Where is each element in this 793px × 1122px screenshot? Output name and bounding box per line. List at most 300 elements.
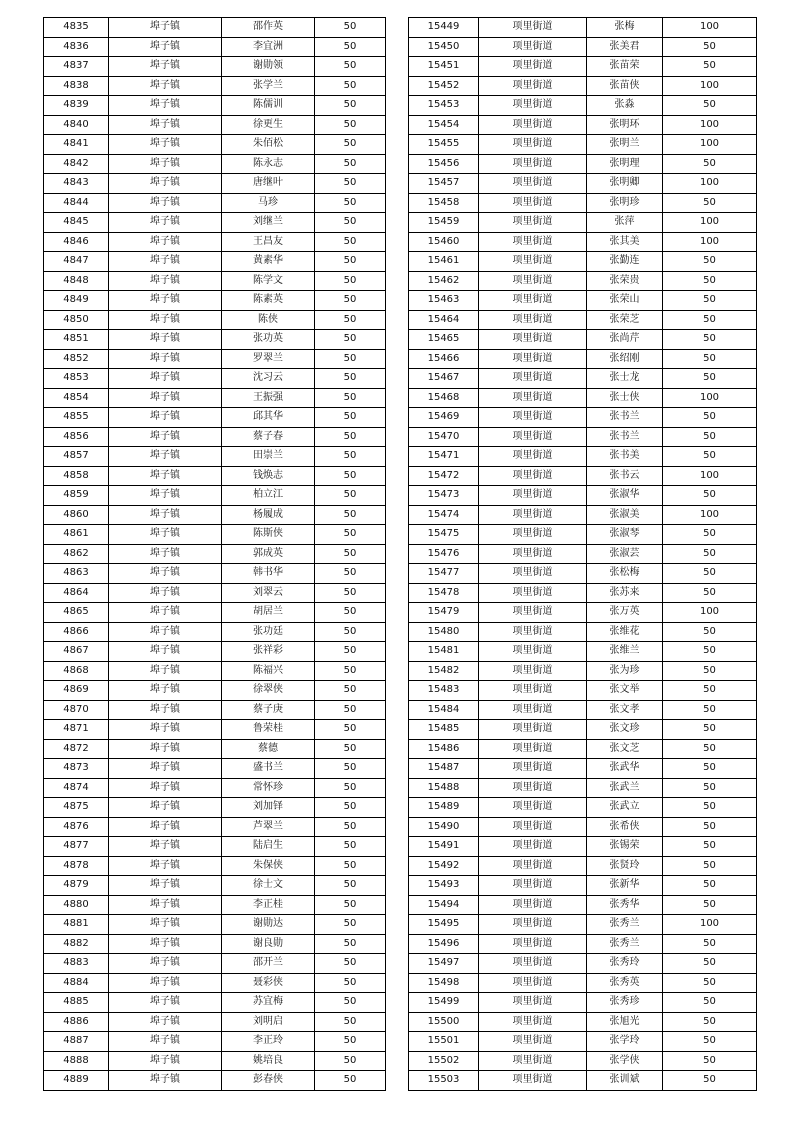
town-cell: 埠子镇 (109, 466, 222, 486)
amount-cell: 50 (315, 876, 386, 896)
serial-number-cell: 4886 (44, 1012, 109, 1032)
amount-cell: 50 (315, 642, 386, 662)
table-row (409, 661, 757, 681)
amount-cell: 50 (315, 856, 386, 876)
serial-number-cell: 4866 (44, 622, 109, 642)
table-row (409, 252, 757, 272)
town-cell: 项里街道 (479, 1071, 587, 1091)
name-cell: 张书云 (587, 466, 663, 486)
amount-cell: 100 (663, 388, 757, 408)
table-row (409, 564, 757, 584)
serial-number-cell: 4844 (44, 193, 109, 213)
amount-cell: 50 (663, 544, 757, 564)
town-cell: 埠子镇 (109, 973, 222, 993)
table-row (409, 96, 757, 116)
town-cell: 埠子镇 (109, 798, 222, 818)
town-cell: 埠子镇 (109, 1012, 222, 1032)
table-row (409, 57, 757, 77)
amount-cell: 50 (663, 993, 757, 1013)
serial-number-cell: 15464 (409, 310, 479, 330)
table-row (409, 759, 757, 779)
amount-cell: 50 (315, 232, 386, 252)
town-cell: 项里街道 (479, 291, 587, 311)
town-cell: 项里街道 (479, 564, 587, 584)
name-cell: 沈习云 (222, 369, 315, 389)
serial-number-cell: 15503 (409, 1071, 479, 1091)
town-cell: 项里街道 (479, 954, 587, 974)
serial-number-cell: 15456 (409, 154, 479, 174)
town-cell: 项里街道 (479, 193, 587, 213)
table-row (409, 1012, 757, 1032)
amount-cell: 50 (315, 622, 386, 642)
town-cell: 项里街道 (479, 466, 587, 486)
amount-cell: 50 (315, 57, 386, 77)
amount-cell: 50 (663, 525, 757, 545)
town-cell: 埠子镇 (109, 642, 222, 662)
name-cell: 张书美 (587, 447, 663, 467)
amount-cell: 50 (315, 37, 386, 57)
town-cell: 项里街道 (479, 876, 587, 896)
amount-cell: 50 (315, 330, 386, 350)
table-row (409, 915, 757, 935)
table-row (44, 661, 386, 681)
amount-cell: 50 (663, 310, 757, 330)
town-cell: 埠子镇 (109, 57, 222, 77)
table-row (44, 739, 386, 759)
name-cell: 邵作英 (222, 18, 315, 38)
name-cell: 张万英 (587, 603, 663, 623)
serial-number-cell: 15490 (409, 817, 479, 837)
table-row (409, 993, 757, 1013)
town-cell: 埠子镇 (109, 759, 222, 779)
table-row (44, 193, 386, 213)
name-cell: 张学玲 (587, 1032, 663, 1052)
amount-cell: 50 (315, 193, 386, 213)
table-row (409, 486, 757, 506)
amount-cell: 50 (315, 408, 386, 428)
name-cell: 谢勋达 (222, 915, 315, 935)
name-cell: 张其美 (587, 232, 663, 252)
town-cell: 项里街道 (479, 895, 587, 915)
name-cell: 邱其华 (222, 408, 315, 428)
town-cell: 埠子镇 (109, 895, 222, 915)
town-cell: 项里街道 (479, 700, 587, 720)
amount-cell: 50 (663, 1032, 757, 1052)
table-row (409, 798, 757, 818)
amount-cell: 50 (663, 271, 757, 291)
serial-number-cell: 15461 (409, 252, 479, 272)
amount-cell: 100 (663, 76, 757, 96)
serial-number-cell: 15474 (409, 505, 479, 525)
town-cell: 埠子镇 (109, 349, 222, 369)
name-cell: 陆启生 (222, 837, 315, 857)
name-cell: 张祥彩 (222, 642, 315, 662)
serial-number-cell: 15485 (409, 720, 479, 740)
serial-number-cell: 15482 (409, 661, 479, 681)
amount-cell: 50 (663, 57, 757, 77)
town-cell: 项里街道 (479, 427, 587, 447)
amount-cell: 50 (663, 252, 757, 272)
table-row (44, 505, 386, 525)
amount-cell: 50 (663, 759, 757, 779)
name-cell: 张绍刚 (587, 349, 663, 369)
name-cell: 张秀英 (587, 973, 663, 993)
amount-cell: 100 (663, 466, 757, 486)
town-cell: 埠子镇 (109, 681, 222, 701)
serial-number-cell: 15460 (409, 232, 479, 252)
amount-cell: 100 (663, 213, 757, 233)
town-cell: 项里街道 (479, 1051, 587, 1071)
table-row (409, 193, 757, 213)
name-cell: 刘加铎 (222, 798, 315, 818)
amount-cell: 50 (315, 739, 386, 759)
table-row (44, 330, 386, 350)
table-row (409, 466, 757, 486)
table-row (44, 798, 386, 818)
name-cell: 张松梅 (587, 564, 663, 584)
table-row (409, 778, 757, 798)
serial-number-cell: 4857 (44, 447, 109, 467)
table-row (44, 1012, 386, 1032)
table-row (409, 330, 757, 350)
town-cell: 项里街道 (479, 642, 587, 662)
town-cell: 埠子镇 (109, 271, 222, 291)
table-row (44, 544, 386, 564)
name-cell: 张秀玲 (587, 954, 663, 974)
table-row (44, 700, 386, 720)
table-row (409, 973, 757, 993)
amount-cell: 50 (315, 973, 386, 993)
serial-number-cell: 4877 (44, 837, 109, 857)
name-cell: 蔡子庚 (222, 700, 315, 720)
serial-number-cell: 4840 (44, 115, 109, 135)
name-cell: 张勤连 (587, 252, 663, 272)
table-row (409, 876, 757, 896)
amount-cell: 50 (315, 486, 386, 506)
serial-number-cell: 15479 (409, 603, 479, 623)
table-row (409, 622, 757, 642)
town-cell: 埠子镇 (109, 954, 222, 974)
name-cell: 陈福兴 (222, 661, 315, 681)
name-cell: 张秀兰 (587, 915, 663, 935)
name-cell: 马珍 (222, 193, 315, 213)
serial-number-cell: 4856 (44, 427, 109, 447)
serial-number-cell: 4878 (44, 856, 109, 876)
serial-number-cell: 15473 (409, 486, 479, 506)
amount-cell: 50 (315, 564, 386, 584)
town-cell: 项里街道 (479, 213, 587, 233)
table-row (44, 954, 386, 974)
serial-number-cell: 4847 (44, 252, 109, 272)
name-cell: 王昌友 (222, 232, 315, 252)
town-cell: 埠子镇 (109, 76, 222, 96)
serial-number-cell: 4876 (44, 817, 109, 837)
table-row (44, 525, 386, 545)
town-cell: 埠子镇 (109, 525, 222, 545)
town-cell: 埠子镇 (109, 427, 222, 447)
table-row (44, 603, 386, 623)
name-cell: 李宜洲 (222, 37, 315, 57)
amount-cell: 50 (663, 583, 757, 603)
town-cell: 埠子镇 (109, 330, 222, 350)
amount-cell: 50 (663, 642, 757, 662)
serial-number-cell: 4858 (44, 466, 109, 486)
amount-cell: 50 (315, 817, 386, 837)
serial-number-cell: 4885 (44, 993, 109, 1013)
town-cell: 项里街道 (479, 486, 587, 506)
name-cell: 张明卿 (587, 174, 663, 194)
amount-cell: 50 (315, 135, 386, 155)
name-cell: 张秀珍 (587, 993, 663, 1013)
name-cell: 张武兰 (587, 778, 663, 798)
town-cell: 项里街道 (479, 661, 587, 681)
serial-number-cell: 4883 (44, 954, 109, 974)
table-row (44, 778, 386, 798)
town-cell: 埠子镇 (109, 447, 222, 467)
serial-number-cell: 15483 (409, 681, 479, 701)
name-cell: 陈素英 (222, 291, 315, 311)
town-cell: 项里街道 (479, 583, 587, 603)
town-cell: 埠子镇 (109, 115, 222, 135)
table-row (44, 1032, 386, 1052)
table-row (409, 895, 757, 915)
serial-number-cell: 15487 (409, 759, 479, 779)
table-row (44, 37, 386, 57)
amount-cell: 50 (663, 934, 757, 954)
serial-number-cell: 4835 (44, 18, 109, 38)
serial-number-cell: 15457 (409, 174, 479, 194)
serial-number-cell: 4887 (44, 1032, 109, 1052)
name-cell: 张新华 (587, 876, 663, 896)
town-cell: 埠子镇 (109, 817, 222, 837)
town-cell: 项里街道 (479, 544, 587, 564)
amount-cell: 50 (663, 447, 757, 467)
amount-cell: 50 (315, 154, 386, 174)
name-cell: 张士侠 (587, 388, 663, 408)
town-cell: 项里街道 (479, 1032, 587, 1052)
name-cell: 韩书华 (222, 564, 315, 584)
town-cell: 项里街道 (479, 388, 587, 408)
name-cell: 柏立江 (222, 486, 315, 506)
amount-cell: 100 (663, 232, 757, 252)
name-cell: 张秀华 (587, 895, 663, 915)
table-row (409, 37, 757, 57)
name-cell: 朱佰松 (222, 135, 315, 155)
amount-cell: 50 (315, 603, 386, 623)
amount-cell: 50 (663, 486, 757, 506)
town-cell: 项里街道 (479, 681, 587, 701)
name-cell: 张明环 (587, 115, 663, 135)
amount-cell: 50 (663, 837, 757, 857)
town-cell: 埠子镇 (109, 213, 222, 233)
amount-cell: 50 (663, 720, 757, 740)
table-row (44, 291, 386, 311)
name-cell: 徐翠侠 (222, 681, 315, 701)
town-cell: 项里街道 (479, 18, 587, 38)
name-cell: 胡居兰 (222, 603, 315, 623)
town-cell: 项里街道 (479, 739, 587, 759)
town-cell: 埠子镇 (109, 583, 222, 603)
town-cell: 项里街道 (479, 115, 587, 135)
table-row (44, 115, 386, 135)
serial-number-cell: 4855 (44, 408, 109, 428)
serial-number-cell: 4882 (44, 934, 109, 954)
amount-cell: 50 (315, 934, 386, 954)
serial-number-cell: 15467 (409, 369, 479, 389)
serial-number-cell: 4875 (44, 798, 109, 818)
town-cell: 项里街道 (479, 154, 587, 174)
table-row (44, 57, 386, 77)
town-cell: 埠子镇 (109, 154, 222, 174)
town-cell: 项里街道 (479, 57, 587, 77)
town-cell: 埠子镇 (109, 603, 222, 623)
name-cell: 李正玲 (222, 1032, 315, 1052)
serial-number-cell: 4865 (44, 603, 109, 623)
serial-number-cell: 15455 (409, 135, 479, 155)
serial-number-cell: 4848 (44, 271, 109, 291)
table-row (44, 993, 386, 1013)
town-cell: 项里街道 (479, 330, 587, 350)
serial-number-cell: 15497 (409, 954, 479, 974)
name-cell: 彭春侠 (222, 1071, 315, 1091)
serial-number-cell: 15486 (409, 739, 479, 759)
town-cell: 埠子镇 (109, 37, 222, 57)
table-row (409, 174, 757, 194)
amount-cell: 100 (663, 603, 757, 623)
serial-number-cell: 4888 (44, 1051, 109, 1071)
name-cell: 黄素华 (222, 252, 315, 272)
town-cell: 项里街道 (479, 232, 587, 252)
amount-cell: 50 (315, 505, 386, 525)
name-cell: 张锡荣 (587, 837, 663, 857)
table-row (44, 642, 386, 662)
amount-cell: 50 (315, 252, 386, 272)
name-cell: 张维兰 (587, 642, 663, 662)
town-cell: 项里街道 (479, 96, 587, 116)
town-cell: 埠子镇 (109, 876, 222, 896)
town-cell: 项里街道 (479, 408, 587, 428)
name-cell: 张文举 (587, 681, 663, 701)
name-cell: 张淑芸 (587, 544, 663, 564)
town-cell: 埠子镇 (109, 856, 222, 876)
amount-cell: 50 (315, 466, 386, 486)
serial-number-cell: 15492 (409, 856, 479, 876)
table-row (44, 837, 386, 857)
amount-cell: 50 (315, 915, 386, 935)
amount-cell: 50 (315, 759, 386, 779)
serial-number-cell: 15481 (409, 642, 479, 662)
serial-number-cell: 15493 (409, 876, 479, 896)
town-cell: 埠子镇 (109, 232, 222, 252)
name-cell: 张武立 (587, 798, 663, 818)
amount-cell: 50 (315, 954, 386, 974)
amount-cell: 50 (663, 661, 757, 681)
amount-cell: 100 (663, 115, 757, 135)
name-cell: 王振强 (222, 388, 315, 408)
serial-number-cell: 4874 (44, 778, 109, 798)
serial-number-cell: 4872 (44, 739, 109, 759)
amount-cell: 50 (663, 369, 757, 389)
name-cell: 聂彩侠 (222, 973, 315, 993)
serial-number-cell: 4854 (44, 388, 109, 408)
amount-cell: 50 (315, 583, 386, 603)
town-cell: 埠子镇 (109, 778, 222, 798)
name-cell: 陈学文 (222, 271, 315, 291)
name-cell: 张荣贵 (587, 271, 663, 291)
name-cell: 郭成英 (222, 544, 315, 564)
table-row (409, 369, 757, 389)
amount-cell: 50 (315, 837, 386, 857)
name-cell: 张希侠 (587, 817, 663, 837)
town-cell: 项里街道 (479, 1012, 587, 1032)
serial-number-cell: 15500 (409, 1012, 479, 1032)
name-cell: 刘继兰 (222, 213, 315, 233)
name-cell: 张学兰 (222, 76, 315, 96)
right-roster-table (408, 17, 757, 1091)
serial-number-cell: 4839 (44, 96, 109, 116)
amount-cell: 50 (315, 76, 386, 96)
amount-cell: 100 (663, 18, 757, 38)
name-cell: 刘翠云 (222, 583, 315, 603)
table-row (409, 544, 757, 564)
name-cell: 张淑华 (587, 486, 663, 506)
amount-cell: 50 (315, 993, 386, 1013)
serial-number-cell: 4859 (44, 486, 109, 506)
name-cell: 苏宜梅 (222, 993, 315, 1013)
serial-number-cell: 15465 (409, 330, 479, 350)
name-cell: 罗翠兰 (222, 349, 315, 369)
name-cell: 鲁荣桂 (222, 720, 315, 740)
name-cell: 刘明启 (222, 1012, 315, 1032)
town-cell: 埠子镇 (109, 622, 222, 642)
name-cell: 芦翠兰 (222, 817, 315, 837)
amount-cell: 50 (663, 622, 757, 642)
amount-cell: 50 (663, 681, 757, 701)
serial-number-cell: 15462 (409, 271, 479, 291)
serial-number-cell: 4873 (44, 759, 109, 779)
table-row (44, 817, 386, 837)
table-row (44, 271, 386, 291)
serial-number-cell: 4860 (44, 505, 109, 525)
serial-number-cell: 4889 (44, 1071, 109, 1091)
serial-number-cell: 4837 (44, 57, 109, 77)
name-cell: 邵开兰 (222, 954, 315, 974)
town-cell: 埠子镇 (109, 193, 222, 213)
name-cell: 张荣芝 (587, 310, 663, 330)
town-cell: 项里街道 (479, 993, 587, 1013)
amount-cell: 50 (315, 447, 386, 467)
serial-number-cell: 4869 (44, 681, 109, 701)
serial-number-cell: 15458 (409, 193, 479, 213)
amount-cell: 50 (663, 1051, 757, 1071)
serial-number-cell: 15471 (409, 447, 479, 467)
name-cell: 蔡子春 (222, 427, 315, 447)
amount-cell: 50 (315, 271, 386, 291)
amount-cell: 50 (663, 564, 757, 584)
amount-cell: 50 (663, 1012, 757, 1032)
amount-cell: 50 (315, 544, 386, 564)
serial-number-cell: 15499 (409, 993, 479, 1013)
town-cell: 项里街道 (479, 37, 587, 57)
serial-number-cell: 4846 (44, 232, 109, 252)
table-row (409, 1051, 757, 1071)
serial-number-cell: 15453 (409, 96, 479, 116)
name-cell: 田崇兰 (222, 447, 315, 467)
serial-number-cell: 4842 (44, 154, 109, 174)
serial-number-cell: 4850 (44, 310, 109, 330)
table-row (409, 1032, 757, 1052)
table-row (409, 739, 757, 759)
